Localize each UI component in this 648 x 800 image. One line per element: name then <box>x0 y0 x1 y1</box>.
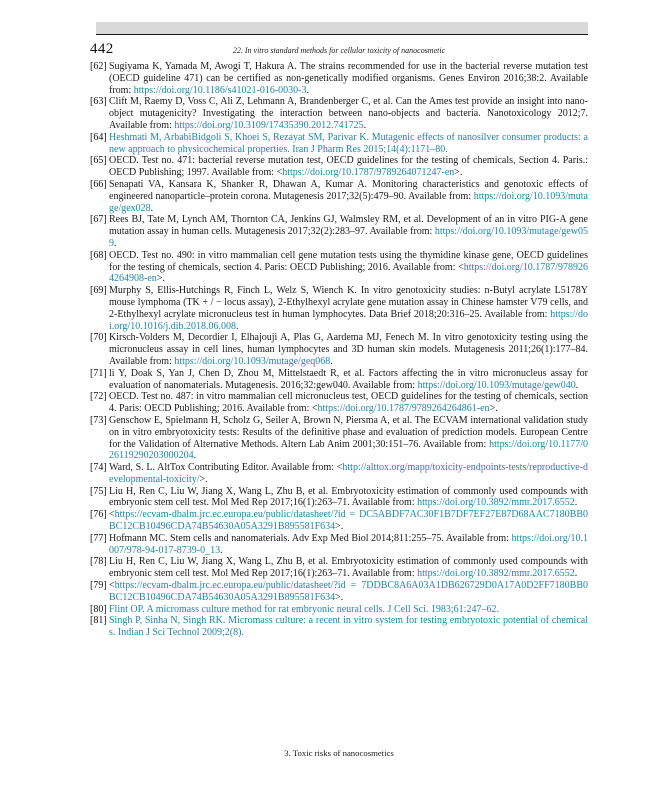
reference-number: [75] <box>90 485 107 497</box>
reference-number: [69] <box>90 285 107 297</box>
reference-text: < <box>109 509 115 521</box>
reference-item <box>90 533 588 557</box>
reference-number: [81] <box>90 615 107 627</box>
reference-number: [73] <box>90 414 107 426</box>
reference-text: Ward, S. L. AltTox Contributing Editor. Available from: < <box>109 462 343 474</box>
running-header: 22. In vitro standard methods for cellular toxicity of nanocosmetic <box>232 46 446 55</box>
doi-link[interactable]: https://doi.org/10.1093/mutage/geq068 <box>174 355 331 367</box>
doi-link[interactable]: https://doi.org/10.1016/j.dib.2018.06.008 <box>109 308 588 332</box>
reference-text: . <box>306 84 309 96</box>
reference-item <box>90 132 588 156</box>
reference-text: . <box>220 544 223 556</box>
reference-item <box>90 556 588 580</box>
page-number: 442 <box>90 41 114 57</box>
reference-text: Genschow E, Spielmann H, Scholz G, Seiler A, Brown N, Piersma A, et al. The ECVAM international validation study on in vitro embryotoxicity tests: Results of the definitive phase and evaluation of prediction models. European Centre for the Validation of Alternative Methods. Altern Lab Anim 2001;30:151–76. Available from: <box>109 414 588 450</box>
page-footer <box>90 748 588 758</box>
reference-number: [68] <box>90 249 107 261</box>
reference-item <box>90 250 588 285</box>
reference-text: OECD. Test no. 490: in vitro mammalian cell gene mutation tests using the thymidine kinase gene, OECD guidelines for the testing of chemicals, section 4. Paris: OECD Publishing; 2016. Available from: < <box>109 249 588 273</box>
doi-link[interactable]: https://doi.org/10.3892/mmr.2017.6552 <box>417 497 575 509</box>
reference-text: Liu H, Ren C, Liu W, Jiang X, Wang L, Zhu B, et al. Embryotoxicity estimation of commonly used compounds with embryonic stem cell test. Mol Med Rep 2017;16(1):263–71. Available from: <box>109 556 588 580</box>
reference-text: >. <box>199 473 208 485</box>
reference-text: li Y, Doak S, Yan J, Chen D, Zhou M, Mittelstaedt R, et al. Factors affecting the in vitro micronucleus assay for evaluation of nanomaterials. Mutagenesis. 2016;32:gew040. Available from: <box>109 367 588 391</box>
reference-item <box>90 391 588 415</box>
doi-link[interactable]: https://doi.org/10.1093/mutage/gew059 <box>109 226 588 249</box>
reference-text: . <box>236 320 239 332</box>
reference-text: . <box>150 202 154 214</box>
reference-number: [76] <box>90 509 107 521</box>
doi-link[interactable]: http://alttox.org/mapp/toxicity-endpoints-tests/reproductive-developmental-toxicity/ <box>109 462 588 485</box>
reference-item <box>90 179 588 214</box>
doi-link[interactable]: https://doi.org/10.1007/978-94-017-8739-0_13 <box>109 532 588 556</box>
reference-number: [65] <box>90 155 107 167</box>
reference-text: Murphy S, Ellis-Hutchings R, Finch L, Welz S, Wiench K. In vitro genotoxicity studies: n-Butyl acrylate L5178Y mouse lymphoma (TK + / − locus assay), 2-Ethylhexyl acrylate gene mutation assay in Chinese hamster V79 cells, and 2-Ethylhexyl acrylate micronucleus test in human lymphocytes. Data Brief 2018;20:316–25. Available from: <box>109 285 588 320</box>
doi-link[interactable]: https://doi.org/10.3109/17435390.2012.741725 <box>174 119 364 131</box>
reference-text: . <box>575 379 579 391</box>
doi-link[interactable]: https://ecvam-dbalm.jrc.ec.europa.eu/public/datasheet/?id = 7DDBC8A6A03A1DB626729D0A17A0D2FF7180BB0BC12CB10496CDA74B54630A05A3291B895581F634 <box>109 580 588 603</box>
reference-text: . <box>574 497 578 509</box>
reference-item <box>90 96 588 131</box>
doi-link[interactable]: https://doi.org/10.1186/s41021-016-0030-3 <box>133 84 307 96</box>
reference-text: Sugiyama K, Yamada M, Awogi T, Hakura A. The strains recommended for use in the bacterial reverse mutation test (OECD guideline 471) can be certified as non-genetically modified organisms. Genes Environ 2016;38:2. Available from: <box>109 61 588 96</box>
reference-text: >. <box>489 403 498 415</box>
footer-text: 3. Toxic risks of nanocosmetics <box>284 748 394 758</box>
reference-item <box>90 214 588 249</box>
reference-text: . <box>114 237 117 249</box>
reference-text: Senapati VA, Kansara K, Shanker R, Dhawan A, Kumar A. Monitoring characteristics and genotoxic effects of engineered nanoparticle–protein corona. Mutagenesis 2017;32(5):479–90. Available from: <box>109 178 588 202</box>
reference-number: [64] <box>90 131 107 143</box>
reference-item <box>90 285 588 332</box>
reference-number: [63] <box>90 96 107 108</box>
reference-item <box>90 486 588 510</box>
reference-number: [66] <box>90 178 107 190</box>
reference-number: [74] <box>90 462 107 474</box>
doi-link[interactable]: https://doi.org/10.1787/9789264264908-en <box>109 261 588 285</box>
reference-number: [79] <box>90 580 107 592</box>
reference-text: Hofmann MC. Stem cells and nanomaterials. Adv Exp Med Biol 2014;811:255–75. Available from: <box>109 532 512 544</box>
doi-link[interactable]: Flint OP. A micromass culture method for rat embryonic neural cells. J Cell Sci. 1983;61:247–62. <box>109 603 499 615</box>
reference-item <box>90 462 588 486</box>
doi-link[interactable]: https://doi.org/10.1787/9789264071247-en <box>282 167 455 179</box>
doi-link[interactable]: https://doi.org/10.1093/mutage/gew040 <box>417 379 576 391</box>
reference-number: [71] <box>90 367 107 379</box>
reference-text: Clift M, Raemy D, Voss C, Ali Z, Lehmann A, Brandenberger C, et al. Can the Ames test provide an insight into nano-object mutagenicity? Investigating the interaction between nano-objects and bacteria. Nanotoxicology 2012;7. Available from: <box>109 96 588 131</box>
reference-item <box>90 615 588 639</box>
page-header <box>90 41 588 59</box>
reference-number: [78] <box>90 556 107 568</box>
reference-item <box>90 61 588 96</box>
reference-text: Liu H, Ren C, Liu W, Jiang X, Wang L, Zhu B, et al. Embryotoxicity estimation of commonly used compounds with embryonic stem cell test. Mol Med Rep 2017;16(1):263–71. Available from: <box>109 485 588 509</box>
reference-text: >. <box>156 273 165 285</box>
reference-text: >. <box>335 521 344 533</box>
reference-text: >. <box>335 591 344 603</box>
reference-text: Kirsch-Volders M, Decordier I, Elhajouji A, Plas G, Aardema MJ, Fenech M. In vitro genotoxicity testing using the micronucleus assay in cell lines, human lymphocytes and 3D human skin models. Mutagenesis 2011;26(1):177–84. Available from: <box>109 332 588 367</box>
doi-link[interactable]: https://doi.org/10.1093/mutage/gex028 <box>109 190 588 214</box>
reference-text: . <box>574 568 578 580</box>
reference-text: OECD. Test no. 471: bacterial reverse mutation test, OECD guidelines for the testing of chemicals, Section 4. Paris.: OECD Publishing; 1997. Available from: < <box>109 155 588 179</box>
reference-item <box>90 509 588 533</box>
reference-number: [70] <box>90 332 107 344</box>
doi-link[interactable]: https://doi.org/10.3892/mmr.2017.6552 <box>417 568 575 580</box>
reference-item <box>90 580 588 604</box>
reference-item <box>90 604 588 616</box>
doi-link[interactable]: https://ecvam-dbalm.jrc.ec.europa.eu/public/datasheet/?id = DC5ABDF7AC30F1B7DF7EF27E87D68AAC7180BB0BC12CB10496CDA74B54630A05A3291B895581F634 <box>109 509 588 533</box>
reference-item <box>90 332 588 367</box>
reference-number: [67] <box>90 214 107 226</box>
doi-link[interactable]: Singh P, Sinha N, Singh RK. Micromass culture: a recent in vitro system for testing embryotoxic potential of chemicals. Indian J Sci Technol 2009;2(8). <box>109 615 588 639</box>
reference-number: [80] <box>90 603 107 615</box>
reference-list <box>90 61 588 639</box>
reference-text: Rees BJ, Tate M, Lynch AM, Thornton CA, Jenkins GJ, Walmsley RM, et al. Development of an in vitro PIG-A gene mutation assay in human cells. Mutagenesis 2017;32(2):283–97. Available from: <box>109 214 588 238</box>
doi-link[interactable]: https://doi.org/10.1787/9789264264861-en <box>317 403 490 415</box>
reference-number: [62] <box>90 61 107 72</box>
reference-text: . <box>330 355 333 367</box>
reference-number: [77] <box>90 532 107 544</box>
reference-text: . <box>193 450 197 462</box>
reference-text: >. <box>454 167 463 179</box>
doi-link[interactable]: Heshmati M, ArbabiBidgoli S, Khoei S, Rezayat SM, Parivar K. Mutagenic effects of nanosilver consumer products: a new approach to physicochemical properties. Iran J Pharm Res 2015;14(4):1171–80. <box>109 131 588 155</box>
reference-item <box>90 368 588 392</box>
reference-text: OECD. Test no. 487: in vitro mammalian cell micronucleus test, OECD guidelines for the testing of chemicals, section 4. Paris: OECD Publishing; 2016. Available from: < <box>109 391 588 415</box>
reference-number: [72] <box>90 391 107 403</box>
header-bar <box>96 22 588 35</box>
reference-text: < <box>109 580 115 592</box>
doi-link[interactable]: https://doi.org/10.1177/026119290203000204 <box>109 438 588 462</box>
reference-text: . <box>363 119 367 131</box>
reference-item <box>90 155 588 179</box>
reference-item <box>90 415 588 462</box>
